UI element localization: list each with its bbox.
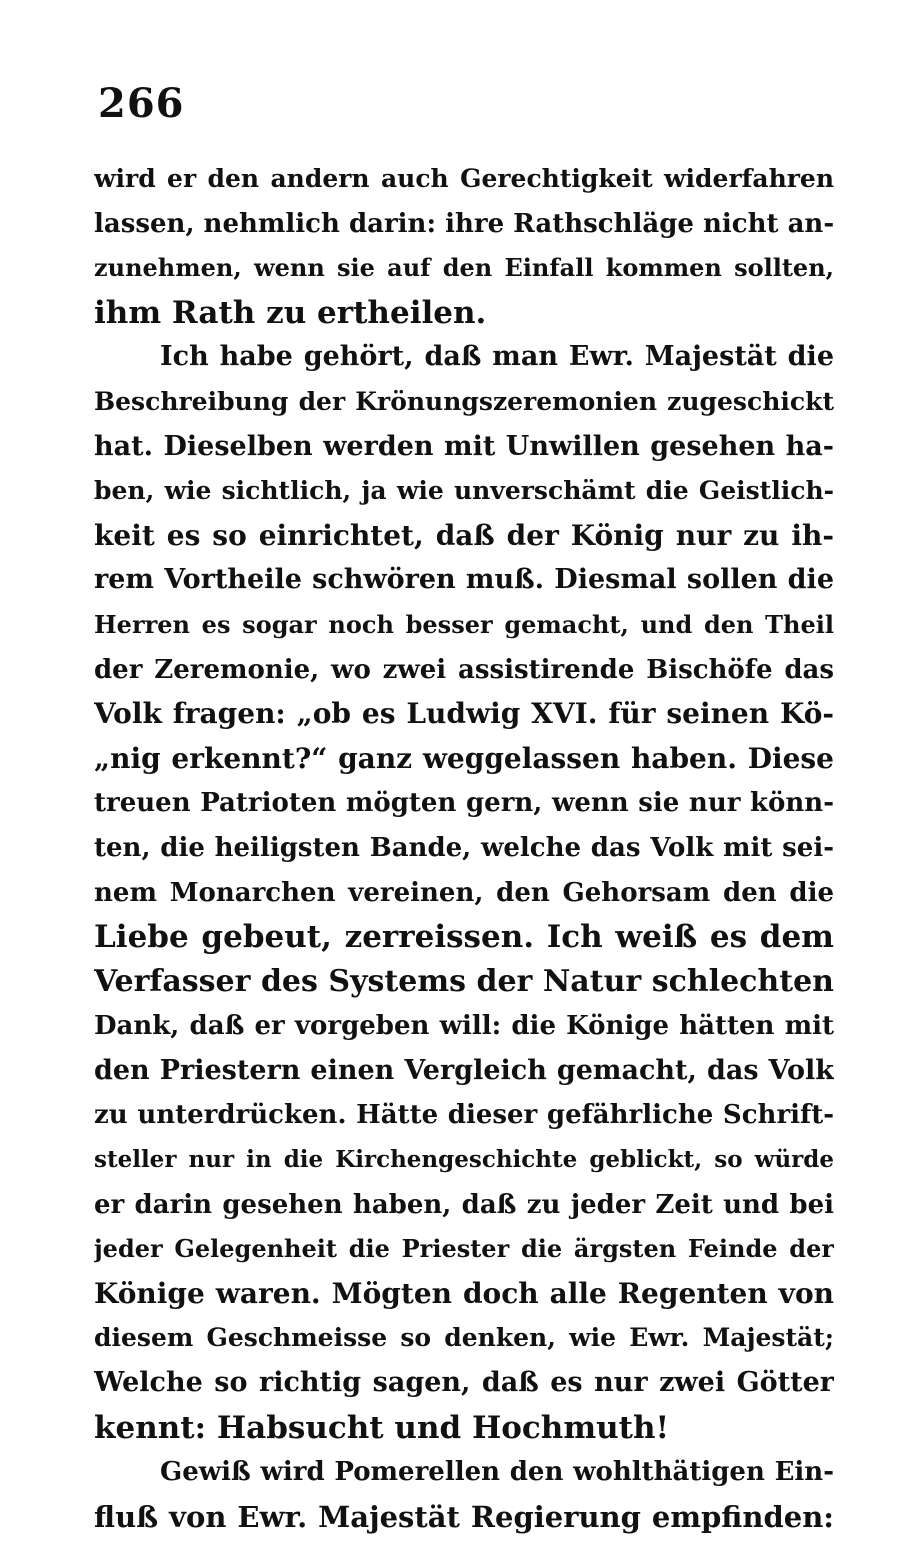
text-line: zunehmen, wenn sie auf den Einfall kommen sollten, [94, 253, 834, 283]
text-line: „nig erkennt?“ ganz weggelassen haben. Diese [94, 741, 834, 775]
text-line: hat. Dieselben werden mit Unwillen gesehen ha- [94, 430, 834, 462]
text-line: steller nur in die Kirchengeschichte geblickt, so würde [94, 1146, 834, 1174]
text-line: Beschreibung der Krönungszeremonien zugeschickt [94, 386, 834, 416]
text-line: jeder Gelegenheit die Priester die ärgsten Feinde der [94, 1234, 834, 1264]
text-line: ihm Rath zu ertheilen. [94, 294, 487, 331]
text-line: Ich habe gehört, daß man Ewr. Majestät die [160, 341, 834, 373]
text-line: treuen Patrioten mögten gern, wenn sie nur könn- [94, 788, 834, 819]
text-line: er darin gesehen haben, daß zu jeder Zeit und bei [94, 1189, 834, 1220]
text-line: keit es so einrichtet, daß der König nur zu ih- [94, 518, 834, 552]
text-line: den Priestern einen Vergleich gemacht, das Volk [94, 1054, 834, 1086]
text-line: Verfasser des Systems der Natur schlechten [94, 963, 834, 999]
body-text [94, 157, 834, 1539]
text-line: Volk fragen: „ob es Ludwig XVI. für seinen Kö- [94, 697, 834, 731]
text-line: Dank, daß er vorgeben will: die Könige hätten mit [94, 1011, 834, 1042]
text-line: kennt: Habsucht und Hochmuth! [94, 1409, 670, 1446]
text-line: zu unterdrücken. Hätte dieser gefährliche Schrift- [94, 1100, 834, 1131]
text-line: rem Vortheile schwören muß. Diesmal sollen die [94, 564, 834, 596]
text-line: Liebe gebeut, zerreissen. Ich weiß es dem [94, 919, 834, 956]
text-line: ten, die heiligsten Bande, welche das Volk mit sei- [94, 832, 834, 863]
text-line: Herren es sogar noch besser gemacht, und den Theil [94, 609, 834, 639]
text-line: Welche so richtig sagen, daß es nur zwei Götter [94, 1367, 834, 1399]
text-line: diesem Geschmeisse so denken, wie Ewr. Majestät; [94, 1323, 834, 1353]
text-line: lassen, nehmlich darin: ihre Rathschläge nicht an- [94, 208, 834, 239]
text-line: nem Monarchen vereinen, den Gehorsam den die [94, 877, 834, 908]
text-line: wird er den andern auch Gerechtigkeit widerfahren [94, 164, 834, 193]
text-line: ben, wie sichtlich, ja wie unverschämt die Geistlich- [94, 476, 834, 506]
text-line: Könige waren. Mögten doch alle Regenten von [94, 1276, 834, 1310]
text-line: Gewiß wird Pomerellen den wohlthätigen Ein- [160, 1457, 834, 1488]
text-line: der Zeremonie, wo zwei assistirende Bischöfe das [94, 654, 834, 685]
text-line: fluß von Ewr. Majestät Regierung empfinden: [94, 1499, 834, 1534]
page-number: 266 [98, 80, 185, 127]
